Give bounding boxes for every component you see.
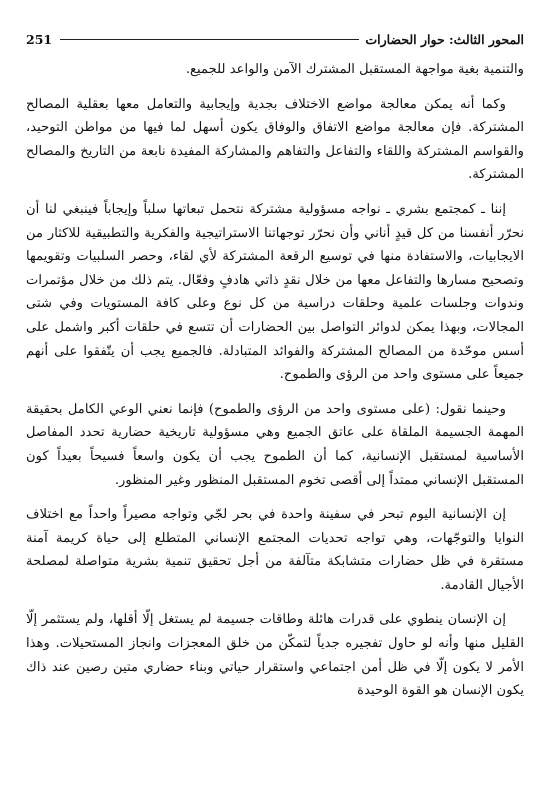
- paragraph: إننا ـ كمجتمع بشري ـ نواجه مسؤولية مشتركة نتحمل تبعاتها سلباً وإيجاباً فينبغي لنا أن نحرّر أنفسنا من كل قيدٍ أناني وأن نحرّر توجهاتنا الاستراتيجية والفكرية والتطبيقية للاكثار من الايجابيات، والاستفادة منها في توسيع الرقعة المشتركة لأي لقاء، وحصر السلبيات وتقويمها وتصحيح مسارها والتفاعل معها من خلال نقدٍ ذاتي هادفٍ وفعّال. يتم ذلك من خلال مؤتمرات وندوات وجلسات علمية وحلقات دراسية من كل نوع وعلى كافة المستويات وفي شتى المجالات، وبهذا يمكن لدوائر التواصل بين الحضارات أن تتسع في حلقات أكبر واشمل على أسس موحّدة من المصالح المشتركة والفوائد المتبادلة. فالجميع يجب أن يتّفقوا على أنهم جميعاً على مستوى واحد من الرؤى والطموح.: [26, 201, 524, 383]
- paragraph: وحينما نقول: (على مستوى واحد من الرؤى والطموح) فإنما نعني الوعي الكامل بحقيقة المهمة الجسيمة الملقاة على عاتق الجميع وهي مسؤولية تاريخية حضارية تحدد المفاصل الأساسية لمستقبل الإنسانية، كما أن الطموح يجب أن يكون واسعاً فسيحاً بعيداً كون المستقبل الإنساني ممتداً إلى أقصى تخوم المستقبل المنظور وغير المنظور.: [26, 401, 524, 488]
- paragraph: إن الإنسانية اليوم تبحر في سفينة واحدة في بحر لجّي وتواجه مصيراً واحداً مع اختلاف النوايا والتوجّهات، وهي تواجه تحديات المجتمع الإنساني المتطلع إلى حياة كريمة آمنة مستقرة في ظل حضارات متشابكة متآلفة من أجل تحقيق تنمية بشرية متواصلة لمصلحة الأجيال القادمة.: [26, 507, 524, 593]
- page-number: 251: [26, 31, 53, 47]
- paragraph: وكما أنه يمكن معالجة مواضع الاختلاف بجدية وإيجابية والتعامل معها بعقلية المصالح المشتركة. فإن معالجة مواضع الاتفاق والوفاق يكون أسهل لما فيها من مواطن التوحيد، والقواسم المشتركة واللقاء والتفاعل والتفاهم والمشاركة المفيدة نابعة من التاريخ والمصالح المشتركة.: [26, 96, 524, 183]
- running-header: [26, 28, 524, 50]
- running-title: المحور الثالث: حوار الحضارات: [365, 31, 524, 47]
- paragraph: إن الإنسان ينطوي على قدرات هائلة وطاقات جسيمة لم يستغل إلّا أقلها، ولم يستثمر إلّا القليل منها وأنه لو حاول تفجيره جدياً لتمكّن من خلق المعجزات وانجاز المستحيلات. وهذا الأمر لا يكون إلّا في ظل أمن اجتماعي واستقرار حياتي وبناء حضاري متين رصين عند ذاك يكون الإنسان هو القوة الوحيدة: [26, 612, 524, 699]
- header-rule: [60, 39, 359, 40]
- body-text: [26, 58, 524, 703]
- paragraph: والتنمية بغية مواجهة المستقبل المشترك الآمن والواعد للجميع.: [185, 62, 524, 77]
